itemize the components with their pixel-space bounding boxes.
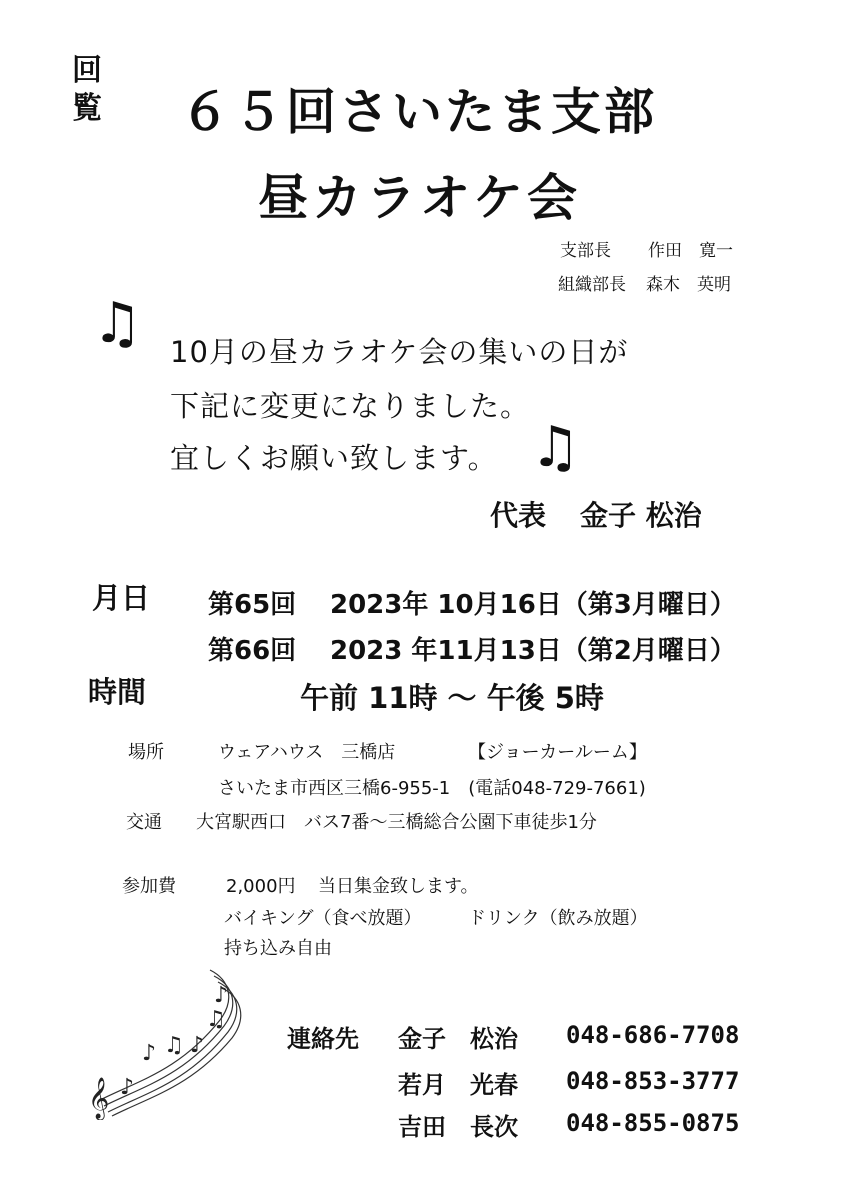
- svg-text:𝄞: 𝄞: [88, 1078, 110, 1119]
- fee-amount: 2,000円: [226, 876, 296, 897]
- contact-name-3: 吉田 長次: [398, 1113, 518, 1141]
- drink-note: ドリンク（飲み放題）: [468, 908, 648, 929]
- circulation-char-2: 覧: [72, 91, 102, 126]
- officer-role-2: 組織部長: [558, 275, 626, 295]
- buffet-note: バイキング（食べ放題）: [224, 908, 422, 929]
- beamed-notes-icon: ♫: [530, 415, 581, 480]
- contact-tel-1: 048-686-7708: [566, 1021, 740, 1049]
- contact-label: 連絡先: [287, 1025, 359, 1053]
- contact-tel-2: 048-853-3777: [566, 1067, 740, 1095]
- session-66-date: 2023 年11月13日（第2月曜日）: [330, 636, 736, 666]
- representative: [490, 494, 702, 534]
- room-name: 【ジョーカールーム】: [468, 742, 647, 763]
- session-65-date: 2023年 10月16日（第3月曜日）: [330, 590, 736, 620]
- svg-text:♪: ♪: [142, 1041, 157, 1066]
- fee-note: 当日集金致します。: [318, 876, 479, 897]
- svg-text:♪: ♪: [120, 1075, 135, 1100]
- treble-clef-music-staff-icon: [80, 960, 280, 1120]
- message-line-2: 下記に変更になりました。: [170, 389, 531, 423]
- beamed-notes-icon: ♫: [92, 291, 143, 356]
- place-label: 場所: [128, 742, 164, 763]
- svg-text:♫: ♫: [206, 1007, 226, 1032]
- session-65: 第65回: [208, 590, 297, 620]
- bring-note: 持ち込み自由: [224, 938, 332, 959]
- circulation-mark: [66, 52, 108, 128]
- officer-name-2: 森木 英明: [646, 275, 731, 295]
- page-subtitle: 昼カラオケ会: [258, 169, 581, 227]
- message-line-1: 10月の昼カラオケ会の集いの日が: [170, 335, 629, 369]
- session-66: 第66回: [208, 636, 297, 666]
- message-line-3: 宜しくお願い致します。: [170, 441, 498, 475]
- representative-name: 金子 松治: [580, 499, 702, 532]
- circulation-char-1: 回: [72, 53, 102, 88]
- contact-name-2: 若月 光春: [398, 1071, 518, 1099]
- fee-label: 参加費: [122, 876, 176, 897]
- access-label: 交通: [126, 812, 162, 833]
- contact-tel-3: 048-855-0875: [566, 1109, 740, 1137]
- svg-text:♫: ♫: [164, 1033, 184, 1058]
- contact-name-1: 金子 松治: [398, 1025, 518, 1053]
- representative-label: 代表: [490, 499, 547, 532]
- officer-name-1: 作田 寛一: [648, 241, 733, 261]
- venue-address: さいたま市西区三橋6-955-1 (電話048-729-7661): [218, 778, 646, 799]
- date-label: 月日: [92, 581, 151, 615]
- officer-role-1: 支部長: [560, 241, 611, 261]
- place-name: ウェアハウス 三橋店: [218, 742, 396, 763]
- page-title: ６５回さいたま支部: [180, 83, 657, 141]
- svg-text:♪: ♪: [214, 983, 229, 1008]
- time-value: 午前 11時 ～ 午後 5時: [300, 681, 604, 715]
- svg-text:♪: ♪: [190, 1033, 205, 1058]
- time-label: 時間: [88, 675, 147, 709]
- access-info: 大宮駅西口 バス7番～三橋総合公園下車徒歩1分: [196, 812, 597, 833]
